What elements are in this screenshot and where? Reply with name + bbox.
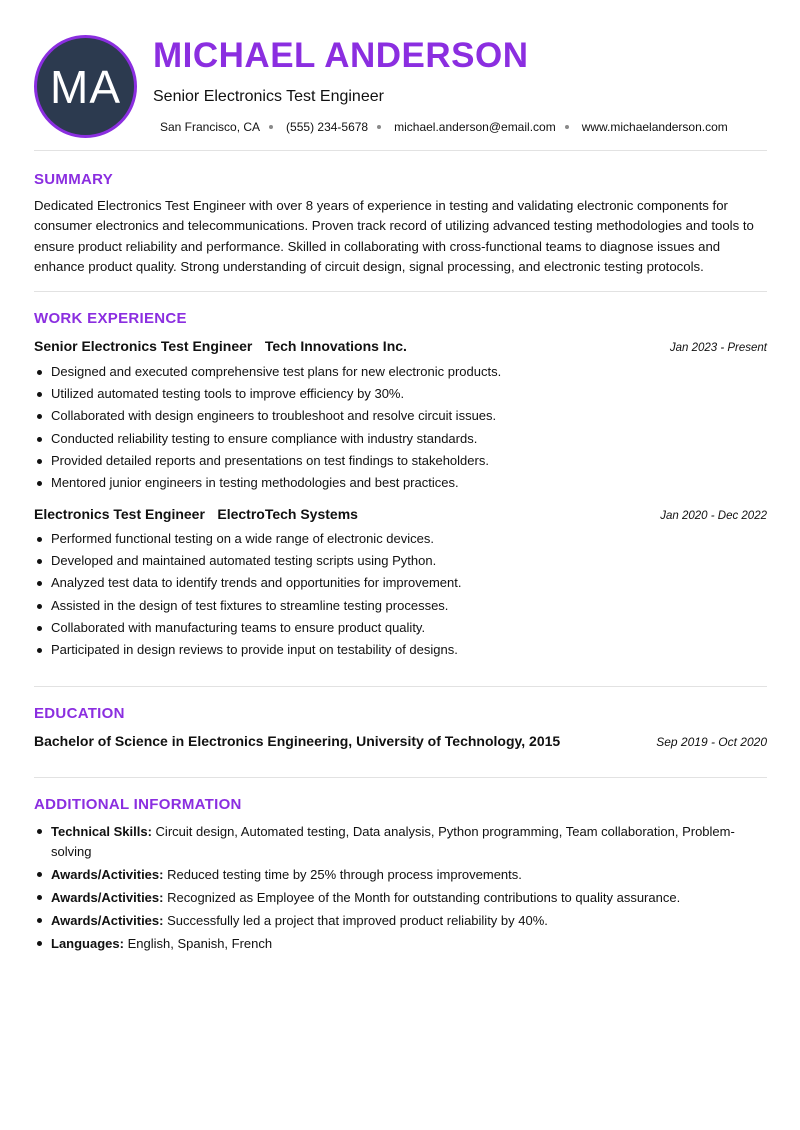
job-bullets — [34, 528, 767, 661]
summary-text: Dedicated Electronics Test Engineer with over 8 years of experience in testing and validating electronic components for consumer electronics and telecommunications. Proven track record of utilizing advanced testing methodologies and tools to ensure product reliability and performance. Skilled in collaborating with cross-functional teams to diagnose issues and enhance product quality. Strong understanding of circuit design, signal processing, and electronic testing protocols. — [34, 198, 754, 274]
list-item — [34, 934, 767, 954]
job-dates: Jan 2020 - Dec 2022 — [660, 510, 767, 522]
job-header — [34, 506, 767, 524]
list-item: Analyzed test data to identify trends and opportunities for improvement. — [34, 572, 767, 594]
education-degree: Bachelor of Science in Electronics Engineering, University of Technology, 2015 — [34, 733, 561, 749]
additional-heading: ADDITIONAL INFORMATION — [34, 796, 242, 813]
job-title: Electronics Test Engineer — [34, 506, 205, 522]
contact-phone: (555) 234-5678 — [286, 120, 369, 134]
candidate-name: MICHAEL ANDERSON — [153, 36, 529, 75]
list-item: Provided detailed reports and presentations on test findings to stakeholders. — [34, 450, 767, 472]
list-item — [34, 822, 767, 861]
job-header — [34, 338, 767, 356]
job-company: ElectroTech Systems — [217, 506, 358, 522]
contact-website: www.michaelanderson.com — [581, 120, 728, 134]
list-item: Developed and maintained automated testing scripts using Python. — [34, 550, 767, 572]
job-title: Senior Electronics Test Engineer — [34, 338, 253, 354]
list-item: Utilized automated testing tools to improve efficiency by 30%. — [34, 383, 767, 405]
contact-bar — [160, 120, 728, 134]
contact-location: San Francisco, CA — [160, 120, 261, 134]
separator-dot — [269, 125, 273, 129]
list-item: Performed functional testing on a wide range of electronic devices. — [34, 528, 767, 550]
list-item: Collaborated with manufacturing teams to ensure product quality. — [34, 617, 767, 639]
item-text: Reduced testing time by 25% through process improvements. — [167, 866, 522, 882]
candidate-title: Senior Electronics Test Engineer — [153, 88, 384, 105]
job-company: Tech Innovations Inc. — [264, 338, 407, 354]
list-item — [34, 865, 767, 885]
section-divider — [34, 686, 767, 687]
item-text: Circuit design, Automated testing, Data analysis, Python programming, Team collaboration, Problem-solving — [51, 824, 735, 859]
list-item: Designed and executed comprehensive test plans for new electronic products. — [34, 361, 767, 383]
summary-heading: SUMMARY — [34, 171, 114, 188]
list-item — [34, 888, 767, 908]
section-divider — [34, 777, 767, 778]
list-item: Conducted reliability testing to ensure compliance with industry standards. — [34, 428, 767, 450]
education-entry — [34, 733, 767, 749]
job-dates: Jan 2023 - Present — [669, 342, 767, 354]
avatar-initials: MA — [50, 60, 121, 113]
item-label: Awards/Activities: — [51, 912, 164, 928]
job-bullets — [34, 361, 767, 494]
item-label: Awards/Activities: — [51, 866, 164, 882]
list-item: Collaborated with design engineers to troubleshoot and resolve circuit issues. — [34, 405, 767, 427]
avatar — [34, 35, 137, 138]
list-item — [34, 911, 767, 931]
separator-dot — [565, 125, 569, 129]
item-text: Successfully led a project that improved product reliability by 40%. — [167, 912, 548, 928]
item-text: Recognized as Employee of the Month for outstanding contributions to quality assurance. — [167, 889, 681, 905]
resume-header — [0, 0, 800, 150]
list-item: Mentored junior engineers in testing methodologies and best practices. — [34, 472, 767, 494]
item-text: English, Spanish, French — [127, 935, 273, 951]
additional-list — [34, 822, 767, 957]
item-label: Awards/Activities: — [51, 889, 164, 905]
contact-email: michael.anderson@email.com — [394, 120, 556, 134]
list-item: Assisted in the design of test fixtures to streamline testing processes. — [34, 595, 767, 617]
experience-heading: WORK EXPERIENCE — [34, 310, 187, 327]
education-dates: Sep 2019 - Oct 2020 — [656, 735, 767, 749]
section-divider — [34, 150, 767, 151]
list-item: Participated in design reviews to provide input on testability of designs. — [34, 639, 767, 661]
separator-dot — [377, 125, 381, 129]
item-label: Technical Skills: — [51, 824, 152, 839]
section-divider — [34, 291, 767, 292]
item-label: Languages: — [51, 935, 124, 951]
education-heading: EDUCATION — [34, 705, 125, 722]
